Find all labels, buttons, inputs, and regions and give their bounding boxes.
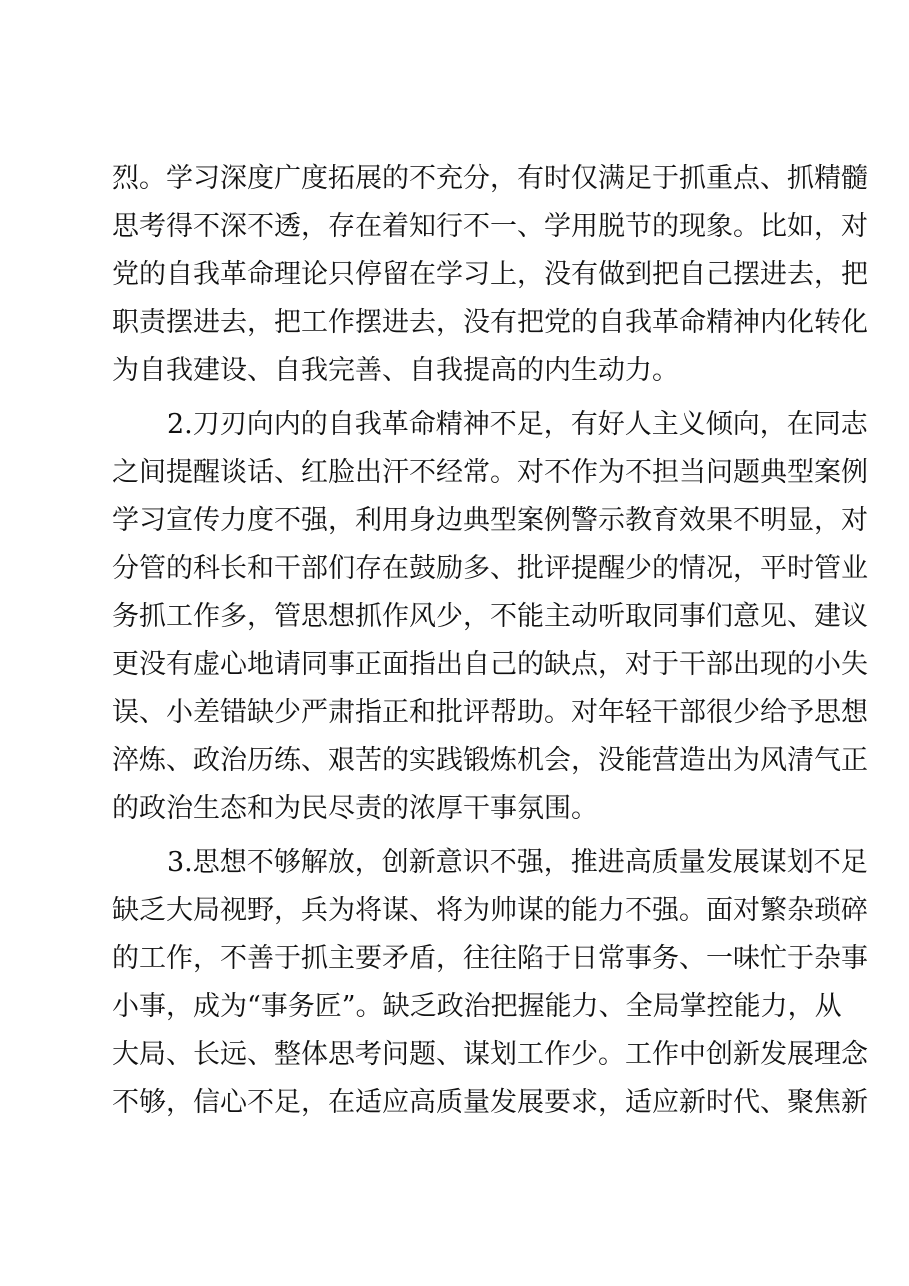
text-line-13: 淬炼、政治历练、艰苦的实践锻炼机会，没能营造出为风清气正	[112, 745, 868, 776]
text-line-6: 2.刀刃向内的自我革命精神不足，有好人主义倾向，在同志	[167, 409, 868, 440]
text-line-14: 的政治生态和为民尽责的浓厚干事氛围。	[112, 793, 598, 824]
text-line-7: 之间提醒谈话、红脸出汗不经常。对不作为不担当问题典型案例	[112, 457, 868, 488]
text-line-8: 学习宣传力度不强，利用身边典型案例警示教育效果不明显，对	[112, 505, 868, 536]
text-line-12: 误、小差错缺少严肃指正和批评帮助。对年轻干部很少给予思想	[112, 697, 868, 728]
text-line-4: 职责摆进去，把工作摆进去，没有把党的自我革命精神内化转化	[112, 307, 868, 338]
text-line-19: 大局、长远、整体思考问题、谋划工作少。工作中创新发展理念	[112, 1039, 868, 1070]
text-line-9: 分管的科长和干部们存在鼓励多、批评提醒少的情况，平时管业	[112, 553, 868, 584]
text-line-15: 3.思想不够解放，创新意识不强，推进高质量发展谋划不足	[167, 847, 868, 878]
text-line-11: 更没有虚心地请同事正面指出自己的缺点，对于干部出现的小失	[112, 649, 868, 680]
text-line-20: 不够，信心不足，在适应高质量发展要求，适应新时代、聚焦新	[112, 1087, 868, 1118]
text-line-3: 党的自我革命理论只停留在学习上，没有做到把自己摆进去，把	[112, 259, 868, 290]
text-line-17: 的工作，不善于抓主要矛盾，往往陷于日常事务、一味忙于杂事	[112, 943, 868, 974]
text-line-5: 为自我建设、自我完善、自我提高的内生动力。	[112, 355, 679, 386]
text-line-16: 缺乏大局视野，兵为将谋、将为帅谋的能力不强。面对繁杂琐碎	[112, 895, 868, 926]
text-line-2: 思考得不深不透，存在着知行不一、学用脱节的现象。比如，对	[112, 211, 868, 242]
text-line-18: 小事，成为“事务匠”。缺乏政治把握能力、全局掌控能力，从	[112, 991, 842, 1022]
text-line-10: 务抓工作多，管思想抓作风少，不能主动听取同事们意见、建议	[112, 601, 868, 632]
text-line-1: 烈。学习深度广度拓展的不充分，有时仅满足于抓重点、抓精髓	[112, 163, 868, 194]
